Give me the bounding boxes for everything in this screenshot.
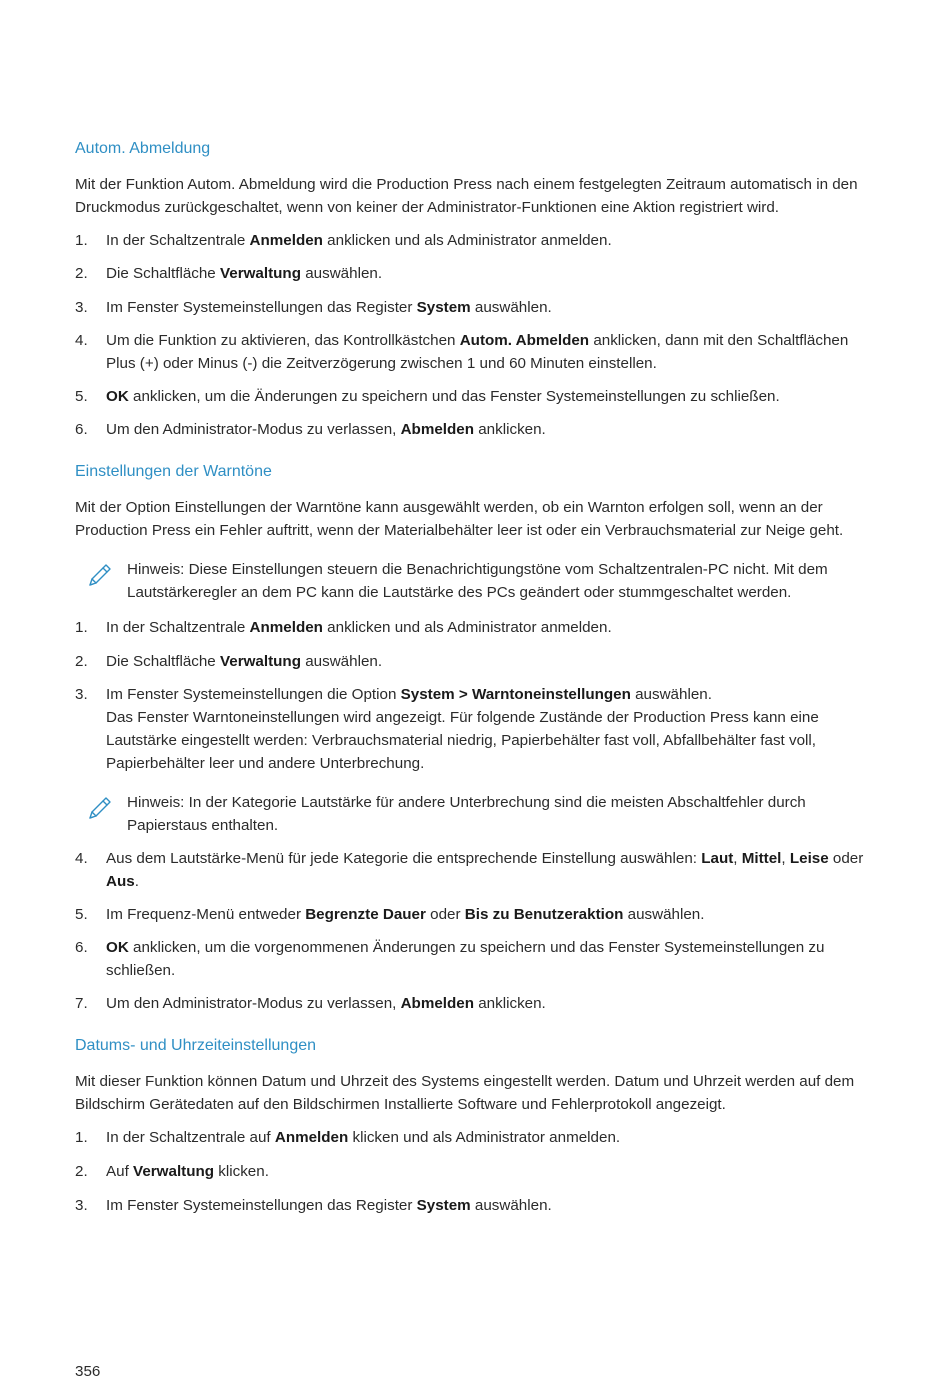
step-text: oder <box>425 906 465 923</box>
step-keyword: OK <box>106 388 129 405</box>
step-text: Auf <box>106 1163 134 1180</box>
list-item <box>75 936 875 982</box>
step-text: klicken und als Administrator anmelden. <box>348 1129 621 1146</box>
step-number: 1. <box>75 1129 88 1146</box>
step-keyword: System <box>416 1197 471 1214</box>
step-text: anklicken, um die vorgenommenen Änderungen zu speichern und das Fenster Systemeinstellungen zu schließen. <box>106 939 825 979</box>
step-number: 7. <box>75 995 88 1012</box>
section-intro-auto-logout: Mit der Funktion Autom. Abmeldung wird die Production Press nach einem festgelegten Zeitraum automatisch in den Druckmodus zurückgeschaltet, wenn von keiner der Administrator-Funktionen eine Aktion registriert wird. <box>75 176 858 216</box>
page-content <box>75 138 875 1217</box>
step-keyword: Verwaltung <box>219 265 301 282</box>
separator: , <box>733 850 742 867</box>
step-number: 4. <box>75 332 88 349</box>
step-keyword: Aus <box>106 873 135 890</box>
step-text: In der Schaltzentrale <box>106 619 250 636</box>
step-keyword: Abmelden <box>400 421 475 438</box>
step-keyword: Abmelden <box>400 995 475 1012</box>
step-keyword: Anmelden <box>249 619 323 636</box>
note-box <box>75 558 875 604</box>
step-keyword: Verwaltung <box>133 1163 215 1180</box>
step-text: In der Schaltzentrale <box>106 232 250 249</box>
step-number: 3. <box>75 686 88 703</box>
step-text: anklicken und als Administrator anmelden. <box>322 232 612 249</box>
step-text: klicken. <box>214 1163 269 1180</box>
step-keyword: Begrenzte Dauer <box>305 906 426 923</box>
step-text: anklicken. <box>474 421 546 438</box>
step-keyword: Autom. Abmelden <box>459 332 590 349</box>
step-number: 6. <box>75 939 88 956</box>
step-text: In der Schaltzentrale auf <box>106 1129 275 1146</box>
page-number: 356 <box>75 1363 101 1380</box>
step-text: auswählen. <box>301 265 383 282</box>
step-keyword: Anmelden <box>249 232 323 249</box>
list-item <box>75 1194 875 1217</box>
step-text: Um die Funktion zu aktivieren, das Kontrollkästchen <box>106 332 460 349</box>
separator: . <box>134 873 139 890</box>
step-keyword: Laut <box>701 850 734 867</box>
step-number: 1. <box>75 619 88 636</box>
step-text: Um den Administrator-Modus zu verlassen, <box>106 421 401 438</box>
step-keyword: System <box>416 299 471 316</box>
step-text: auswählen. <box>470 299 552 316</box>
step-number: 3. <box>75 1197 88 1214</box>
step-text: auswählen. <box>623 906 705 923</box>
step-number: 2. <box>75 653 88 670</box>
step-text: Um den Administrator-Modus zu verlassen, <box>106 995 401 1012</box>
date-time-steps <box>75 1126 875 1217</box>
warning-tone-steps <box>75 616 875 775</box>
step-text: anklicken. <box>474 995 546 1012</box>
list-item <box>75 847 875 893</box>
step-number: 2. <box>75 265 88 282</box>
section-heading-warning-tones: Einstellungen der Warntöne <box>75 463 272 480</box>
list-item <box>75 385 875 408</box>
step-text: Im Frequenz-Menü entweder <box>106 906 306 923</box>
step-text: Aus dem Lautstärke-Menü für jede Kategorie die entsprechende Einstellung auswählen: <box>106 850 702 867</box>
step-text: Die Schaltfläche <box>106 265 220 282</box>
step-keyword: Leise <box>789 850 829 867</box>
step-number: 6. <box>75 421 88 438</box>
step-detail: Das Fenster Warntoneinstellungen wird angezeigt. Für folgende Zustände der Production Press kann eine Lautstärke eingestellt werden: Verbrauchsmaterial niedrig, Papierbehälter fast voll, Abfallbehälter fast voll, Papierbehälter leer und andere Unterbrechung. <box>106 709 819 772</box>
step-text: Die Schaltfläche <box>106 653 220 670</box>
list-item <box>75 616 875 639</box>
note-text: Hinweis: In der Kategorie Lautstärke für andere Unterbrechung sind die meisten Abschaltfehler durch Papierstaus enthalten. <box>127 794 806 834</box>
step-text: Im Fenster Systemeinstellungen das Register <box>106 1197 417 1214</box>
step-number: 1. <box>75 232 88 249</box>
list-item <box>75 229 875 252</box>
step-number: 5. <box>75 388 88 405</box>
pencil-icon <box>87 562 115 588</box>
list-item <box>75 650 875 673</box>
step-keyword: Anmelden <box>274 1129 349 1146</box>
note-text: Hinweis: Diese Einstellungen steuern die Benachrichtigungstöne vom Schaltzentralen-PC nicht. Mit dem Lautstärkeregler an dem PC kann die Lautstärke des PCs geändert oder stummgeschaltet werden. <box>127 561 828 601</box>
section-intro-date-time: Mit dieser Funktion können Datum und Uhrzeit des Systems eingestellt werden. Datum und Uhrzeit werden auf dem Bildschirm Gerätedaten auf den Bildschirmen Installierte Software und Fehlerprotokoll angezeigt. <box>75 1073 855 1113</box>
list-item <box>75 418 875 441</box>
step-number: 3. <box>75 299 88 316</box>
step-text: Im Fenster Systemeinstellungen die Option <box>106 686 401 703</box>
step-keyword: Mittel <box>741 850 782 867</box>
list-item <box>75 1126 875 1149</box>
section-intro-warning-tones: Mit der Option Einstellungen der Warntöne kann ausgewählt werden, ob ein Warnton erfolgen soll, wenn an der Production Press ein Fehler auftritt, wenn der Materialbehälter leer ist oder ein Verbrauchsmaterial zur Neige geht. <box>75 499 844 539</box>
section-heading-auto-logout: Autom. Abmeldung <box>75 140 211 157</box>
step-keyword: System > Warntoneinstellungen <box>400 686 631 703</box>
list-item <box>75 903 875 926</box>
list-item <box>75 992 875 1015</box>
step-text: anklicken, um die Änderungen zu speichern und das Fenster Systemeinstellungen zu schließen. <box>128 388 780 405</box>
step-keyword: OK <box>106 939 129 956</box>
note-box <box>75 791 875 837</box>
step-number: 5. <box>75 906 88 923</box>
step-keyword: Bis zu Benutzeraktion <box>464 906 624 923</box>
step-text: Im Fenster Systemeinstellungen das Register <box>106 299 417 316</box>
step-text: auswählen. <box>630 686 712 703</box>
pencil-icon <box>87 795 115 821</box>
step-number: 2. <box>75 1163 88 1180</box>
list-item <box>75 683 875 775</box>
list-item <box>75 262 875 285</box>
separator: , <box>781 850 790 867</box>
step-text: anklicken, dann mit den Schaltflächen Plus (+) oder Minus (-) die Zeitverzögerung zwischen 1 und 60 Minuten einstellen. <box>106 332 849 372</box>
list-item <box>75 329 875 375</box>
step-keyword: Verwaltung <box>219 653 301 670</box>
auto-logout-steps <box>75 229 875 441</box>
warning-tone-steps-continued <box>75 847 875 1015</box>
step-text: auswählen. <box>301 653 383 670</box>
step-text: auswählen. <box>470 1197 552 1214</box>
separator: oder <box>828 850 864 867</box>
list-item <box>75 296 875 319</box>
step-text: anklicken und als Administrator anmelden. <box>322 619 612 636</box>
step-number: 4. <box>75 850 88 867</box>
section-heading-date-time: Datums- und Uhrzeiteinstellungen <box>75 1037 317 1054</box>
list-item <box>75 1160 875 1183</box>
